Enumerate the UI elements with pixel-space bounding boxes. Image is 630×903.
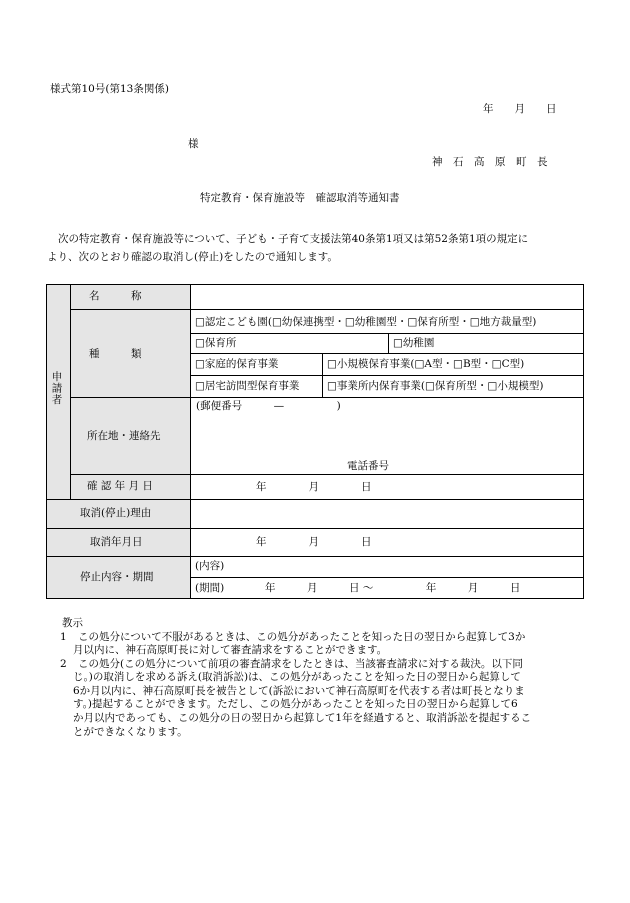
- note-2-line-5: か月以内であっても、この処分の日の翌日から起算して1年を経過すると、取消訴訟を提起するこ: [73, 712, 532, 724]
- date-line: 年 月 日: [483, 103, 557, 115]
- intro-line-2: より、次のとおり確認の取消し(停止)をしたので通知します。: [47, 251, 338, 263]
- cancel-date-label: 取消年月日: [90, 536, 143, 548]
- type-label: 種 類: [89, 348, 142, 360]
- type-option-workplace[interactable]: □事業所内保育事業(□保育所型・□小規模型): [327, 380, 544, 392]
- type-option-home-visit[interactable]: □居宅訪問型保育事業: [195, 380, 300, 392]
- note-2-line-6: とができなくなります。: [73, 726, 188, 738]
- phone-field[interactable]: 電話番号: [347, 460, 389, 472]
- confirm-date-value[interactable]: 年 月 日: [256, 481, 372, 493]
- note-2-line-3: 6か月以内に、神石高原町長を被告として(訴訟において神石高原町を代表する者は町長となりま: [73, 685, 525, 697]
- address-label: 所在地・連絡先: [87, 430, 161, 442]
- type-option-nursery[interactable]: □保育所: [195, 337, 237, 349]
- suspension-label: 停止内容・期間: [80, 571, 154, 583]
- period-value[interactable]: 年 月 日 〜 年 月 日: [265, 582, 521, 594]
- postal-code-field[interactable]: (郵便番号 — ): [196, 400, 341, 412]
- cancel-date-value[interactable]: 年 月 日: [256, 536, 372, 548]
- content-field[interactable]: (内容): [195, 560, 225, 572]
- type-option-home-childcare[interactable]: □家庭的保育事業: [195, 358, 279, 370]
- note-2-line-4: す。)提起することができます。ただし、この処分があったことを知った日の翌日から起算して6: [73, 698, 518, 710]
- intro-line-1: 次の特定教育・保育施設等について、子ども・子育て支援法第40条第1項又は第52条第1項の規定に: [58, 233, 529, 245]
- confirm-date-label: 確 認 年 月 日: [87, 480, 153, 492]
- document-title: 特定教育・保育施設等 確認取消等通知書: [200, 192, 400, 204]
- note-1-line-2: 月以内に、神石高原町長に対して審査請求をすることができます。: [73, 644, 388, 656]
- issuer-name: 神 石 高 原 町 長: [432, 156, 548, 168]
- type-option-certified-kodomoen[interactable]: □認定こども園(□幼保連携型・□幼稚園型・□保育所型・□地方裁量型): [195, 316, 537, 328]
- type-option-small-scale[interactable]: □小規模保育事業(□A型・□B型・□C型): [327, 358, 525, 370]
- type-option-kindergarten[interactable]: □幼稚園: [393, 337, 435, 349]
- addressee-suffix: 様: [188, 138, 199, 150]
- form-number: 様式第10号(第13条関係): [50, 83, 169, 95]
- name-label: 名 称: [89, 290, 142, 302]
- note-2-line-2: じ。)の取消しを求める訴え(取消訴訟)は、この処分があったことを知った日の翌日から起算して: [73, 671, 521, 683]
- note-1-line-1: この処分について不服があるときは、この処分があったことを知った日の翌日から起算して3か: [78, 631, 526, 643]
- applicant-label: 申請者: [50, 371, 63, 406]
- reason-label: 取消(停止)理由: [80, 507, 152, 519]
- note-1-number: 1: [60, 631, 67, 643]
- period-label: (期間): [195, 582, 225, 594]
- notes-heading: 教示: [62, 617, 83, 629]
- note-2-line-1: この処分(この処分について前項の審査請求をしたときは、当該審査請求に対する裁決。以下同: [78, 658, 523, 670]
- note-2-number: 2: [60, 658, 67, 670]
